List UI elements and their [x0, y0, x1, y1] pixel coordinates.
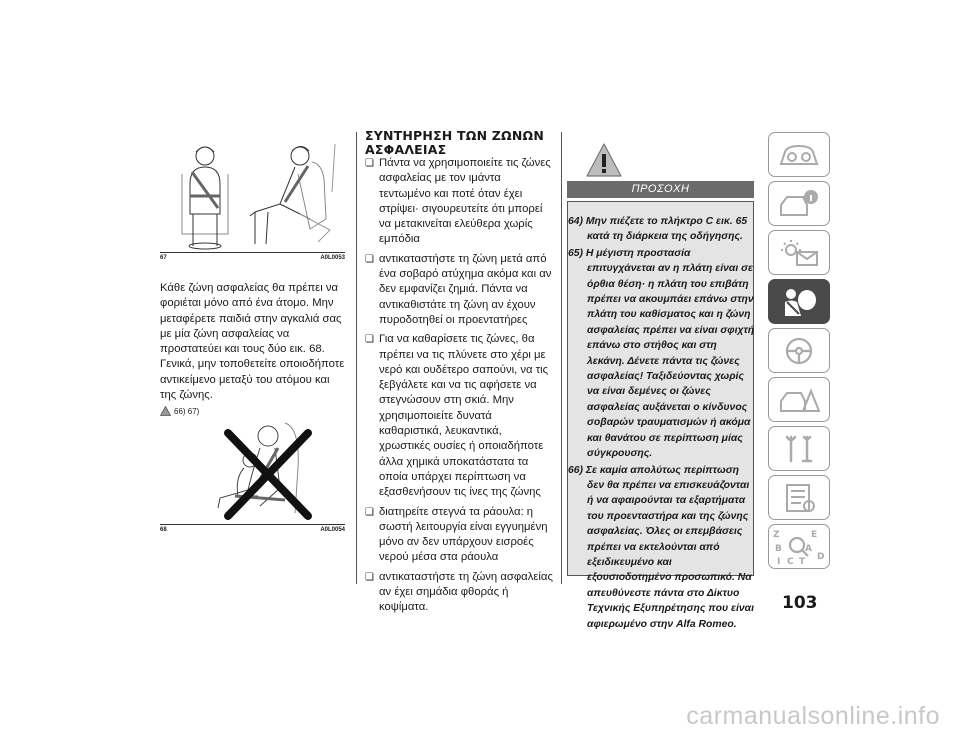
figure-code: A0L0053 [320, 255, 345, 261]
figure-code: A0L0054 [320, 527, 345, 533]
warning-item: 64) Μην πιέζετε το πλήκτρο C εικ. 65 κατά τη διάρκεια της οδήγησης. [568, 216, 748, 243]
tab-technical-data[interactable] [768, 475, 830, 520]
index-letter: I [777, 556, 781, 567]
car-info-icon [777, 189, 821, 219]
list-item: ❏ διατηρείτε στεγνά τα ράουλα: η σωστή λειτουργία είναι εγγυημένη μόνο αν δεν υπάρχουν εισροές νερού μέσα στα ράουλα [365, 505, 555, 566]
warning-title: ΠΡΟΣΟΧΗ [567, 181, 754, 198]
index-letter: A [805, 543, 812, 554]
figure-number: 67 [160, 255, 167, 261]
index-letter: C [787, 556, 794, 567]
warning-light-envelope-icon [777, 238, 821, 268]
tab-driving[interactable] [768, 328, 830, 373]
warning-references [160, 406, 199, 416]
page-number: 103 [782, 593, 818, 613]
figure-68-illustration [160, 418, 345, 524]
watermark-text: carmanualsonline.info [686, 702, 940, 730]
chapter-tabs [768, 132, 830, 573]
airbag-seatbelt-icon [777, 286, 821, 318]
maintenance-bullet-list [365, 156, 555, 620]
figure-67-illustration [160, 134, 345, 252]
figure-number: 68 [160, 527, 167, 533]
figure-68 [160, 418, 345, 533]
car-dashboard-icon [777, 140, 821, 170]
warning-item: 66) Σε καμία απολύτως περίπτωση δεν θα πρέπει να επισκευάζονται ή να αφαιρούνται τα εξαρτήματα του προενταστήρα και της ζώνης ασφαλείας. Όλες οι επεμβάσεις πρέπει να εκτελούνται από εξειδικευμένο και εξουσιοδοτημένο προσωπικό. Να απευθύνεστε πάντα στο Δίκτυο Τεχνικής Εξυπηρέτησης που είναι αφιερωμένο στην Alfa Romeo. [568, 464, 754, 630]
list-item: ❏ Πάντα να χρησιμοποιείτε τις ζώνες ασφαλείας με τον ιμάντα τεντωμένο και ποτέ όταν έχει στρίψει· σιγουρευτείτε ότι μπορεί να μετακινείται ελεύθερα χωρίς εμπόδια [365, 156, 555, 248]
index-letter: D [817, 551, 825, 562]
column-divider-1 [356, 132, 357, 584]
specifications-list-icon [777, 482, 821, 514]
steering-wheel-icon [777, 336, 821, 366]
index-letter: E [811, 529, 818, 540]
tools-icon [777, 433, 821, 465]
warning-triangle-icon [585, 142, 623, 178]
footer-watermark [0, 694, 960, 742]
list-item: ❏ Για να καθαρίσετε τις ζώνες, θα πρέπει να τις πλύνετε στο χέρι με νερό και ουδέτερο σαπούνι, να τις ξεβγάλετε και να τις αφήσετε να στεγνώσουν στη σκιά. Μην χρησιμοποιείτε δυνατά καθαριστικά, λευκαντικά, χρωστικές ουσίες ή οποιαδήποτε άλλα χημικά υποκατάστατα τα οποία υπάρχει περίπτωση να εξασθενήσουν τις ίνες της ζώνης [365, 332, 555, 500]
section-title: ΣΥΝΤΗΡΗΣΗ ΤΩΝ ΖΩΝΩΝ ΑΣΦΑΛΕΙΑΣ [365, 128, 545, 157]
index-search-icon [771, 527, 827, 567]
warning-refs-text: 66) 67) [174, 406, 200, 416]
figure-67-caption [160, 252, 345, 261]
column-divider-2 [561, 132, 562, 584]
index-letter: Z [773, 529, 780, 540]
warning-text [568, 214, 756, 633]
warning-triangle-icon [160, 406, 171, 416]
tab-emergency[interactable] [768, 377, 830, 422]
seated-passengers-illustration [160, 134, 345, 252]
list-item: ❏ αντικαταστήστε τη ζώνη ασφαλείας αν έχει σημάδια φθοράς ή κοψίματα. [365, 570, 555, 616]
figure-68-caption [160, 524, 345, 533]
warning-item: 65) Η μέγιστη προστασία επιτυγχάνεται αν η πλάτη είναι σε όρθια θέση· η πλάτη του επιβάτη πρέπει να ακουμπάει επάνω στην πλάτη του καθίσματος και η ζώνη ασφαλείας πρέπει να είναι σφιχτή επάνω στο στήθος και στη λεκάνη. Δένετε πάντα τις ζώνες ασφαλείας! Ταξιδεύοντας χωρίς να είναι δεμένες οι ζώνες ασφαλείας αυξάνεται ο κίνδυνος σοβαρών τραυματισμών ή ακόμα και θανάτου σε περίπτωση μίας σύγκρουσης. [568, 247, 755, 460]
tab-safety[interactable] [768, 279, 830, 324]
tab-maintenance[interactable] [768, 426, 830, 471]
child-on-lap-illustration [160, 418, 345, 524]
index-letter: T [799, 556, 806, 567]
tab-index[interactable] [768, 524, 830, 569]
list-item: ❏ αντικαταστήστε τη ζώνη μετά από ένα σοβαρό ατύχημα ακόμα και αν δεν εμφανίζει ζημιά. Πάντα να αντικαθιστάτε τη ζώνη αν έχουν πυροδοτηθεί οι προεντατήρες [365, 252, 555, 328]
tab-vehicle-info[interactable] [768, 181, 830, 226]
tab-warning-lights[interactable] [768, 230, 830, 275]
car-breakdown-icon [777, 385, 821, 415]
tab-dashboard[interactable] [768, 132, 830, 177]
index-letter: B [775, 543, 782, 554]
seatbelt-usage-paragraph: Κάθε ζώνη ασφαλείας θα πρέπει να φοριέται μόνο από ένα άτομο. Μην μεταφέρετε παιδιά στην αγκαλιά σας με μία ζώνη ασφαλείας να προστατεύει και τους δύο εικ. 68. Γενικά, μην τοποθετείτε οποιοδήποτε αντικείμενο μεταξύ του ατόμου και της ζώνης. [160, 282, 345, 402]
figure-67 [160, 134, 345, 261]
